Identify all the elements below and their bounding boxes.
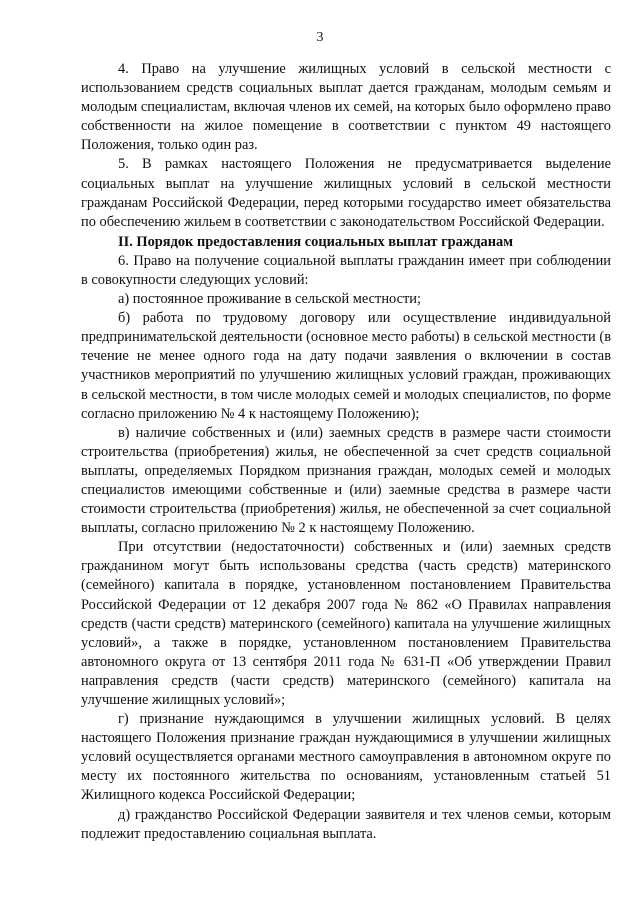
paragraph-item-4: 4. Право на улучшение жилищных условий в сельской местности с использованием средств социальных выплат дается гражданам, молодым семьям и молодым специалистам, включая членов их семей, на которых было оформлено право собственности на жилое помещение в соответствии с пунктом 49 настоящего Положения, только один раз. (81, 61, 611, 154)
condition-a: а) постоянное проживание в сельской местности; (118, 291, 421, 308)
condition-b: б) работа по трудовому договору или осуществление индивидуальной предпринимательской деятельности (основное место работы) в сельской местности (в течение не менее одного года на дату подачи заявления о включении в состав участников мероприятий по улучшению жилищных условий граждан, проживающих в сельской местности, в том числе молодых семей и молодых специалистов, по форме согласно приложению № 4 к настоящему Положению); (81, 310, 611, 422)
maternity-capital-paragraph: При отсутствии (недостаточности) собственных и (или) заемных средств гражданином могут быть использованы средства (часть средств) материнского (семейного) капитала в порядке, установленном постановлением Правительства Российской Федерации от 12 декабря 2007 года № 862 «О Правилах направления средств (части средств) материнского (семейного) капитала на улучшение жилищных условий», а также в порядке, установленном постановлением Правительства автономного округа от 13 сентября 2011 года № 631-П «Об утверждении Правил направления средств (части средств) материнского (семейного) капитала на улучшение жилищных условий»; (81, 539, 611, 708)
document-body (81, 60, 611, 844)
paragraph-item-6: 6. Право на получение социальной выплаты гражданин имеет при соблюдении в совокупности следующих условий: (81, 252, 611, 288)
condition-g: г) признание нуждающимся в улучшении жилищных условий. В целях настоящего Положения признание граждан нуждающимися в улучшении жилищных условий осуществляется органами местного самоуправления в автономном округе по месту их постоянного жительства по основаниям, установленным статьей 51 Жилищного кодекса Российской Федерации; (81, 711, 611, 804)
condition-d: д) гражданство Российской Федерации заявителя и тех членов семьи, которым подлежит предоставлению социальная выплата. (81, 806, 611, 842)
paragraph-item-5: 5. В рамках настоящего Положения не предусматривается выделение социальных выплат на улучшение жилищных условий в сельской местности гражданам Российской Федерации, перед которыми государство имеет обязательства по обеспечению жильем в соответствии с законодательством Российской Федерации. (81, 156, 611, 230)
section-heading: II. Порядок предоставления социальных выплат гражданам (118, 233, 514, 250)
page-number: 3 (316, 30, 324, 45)
condition-v: в) наличие собственных и (или) заемных средств в размере части стоимости строительства (приобретения) жилья, не обеспеченной за счет средств социальной выплаты, определяемых Порядком признания граждан, молодых семей и молодых специалистов имеющими собственные и (или) заемные средства в размере части стоимости строительства (приобретения) жилья, не обеспеченной за счет социальной выплаты, согласно приложению № 2 к настоящему Положению. (81, 424, 611, 537)
